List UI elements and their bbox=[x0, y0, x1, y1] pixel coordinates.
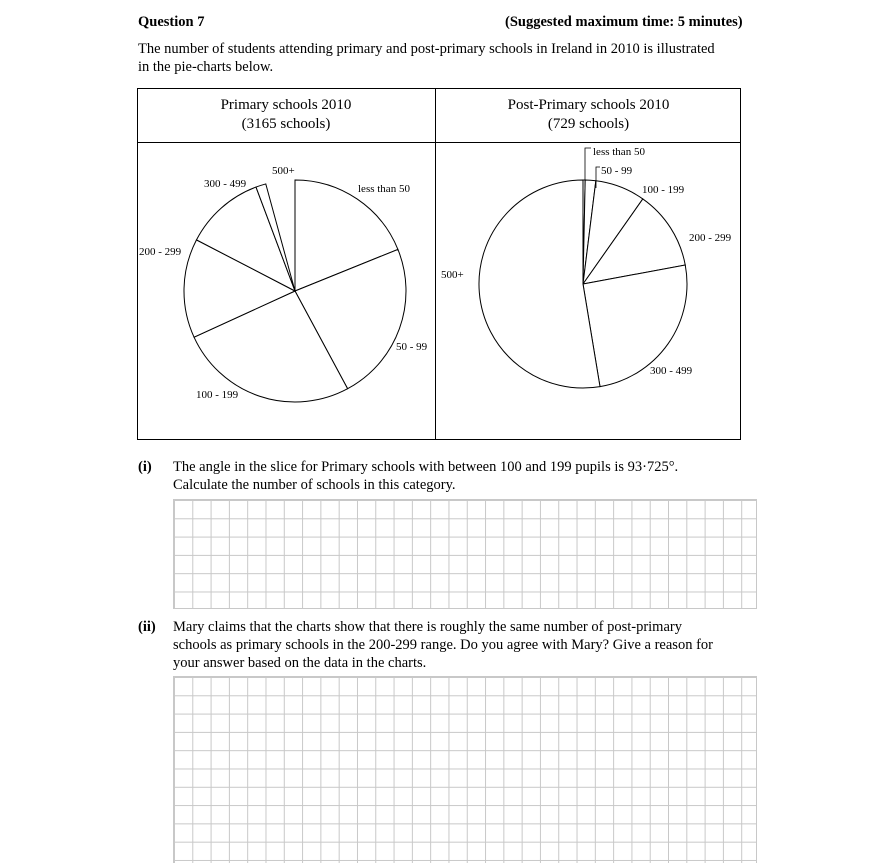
pie-slice-500- bbox=[479, 180, 600, 388]
pie-label: 500+ bbox=[441, 269, 464, 281]
part-i-line-2: Calculate the number of schools in this category. bbox=[173, 477, 456, 493]
question-number: Question 7 bbox=[138, 14, 205, 30]
answer-grid-ii[interactable] bbox=[173, 676, 757, 863]
pie-label: 500+ bbox=[272, 165, 295, 177]
primary-chart-subtitle: (3165 schools) bbox=[241, 116, 331, 132]
pie-label: 100 - 199 bbox=[196, 389, 239, 401]
primary-pie bbox=[139, 165, 428, 402]
intro-line-1: The number of students attending primary and post-primary schools in Ireland in 2010 is illustrated bbox=[138, 41, 715, 57]
part-i-line-1: The angle in the slice for Primary schools with between 100 and 199 pupils is 93·725°. bbox=[173, 459, 679, 475]
pie-label: 100 - 199 bbox=[642, 184, 685, 196]
primary-chart-title: Primary schools 2010 bbox=[220, 97, 352, 113]
postprimary-pie bbox=[441, 146, 732, 388]
postprimary-chart-title: Post-Primary schools 2010 bbox=[507, 97, 670, 113]
part-ii-label: (ii) bbox=[138, 619, 156, 635]
pie-label: 200 - 299 bbox=[689, 232, 732, 244]
suggested-time: (Suggested maximum time: 5 minutes) bbox=[505, 14, 743, 30]
part-ii-line-2: schools as primary schools in the 200-299 range. Do you agree with Mary? Give a reason for bbox=[173, 637, 713, 653]
answer-grid-i[interactable] bbox=[173, 499, 757, 609]
part-i-label: (i) bbox=[138, 459, 152, 475]
pie-label: 200 - 299 bbox=[139, 246, 182, 258]
pie-label: 50 - 99 bbox=[601, 165, 633, 177]
part-ii-line-1: Mary claims that the charts show that there is roughly the same number of post-primary bbox=[173, 619, 682, 635]
pie-label: 300 - 499 bbox=[650, 365, 693, 377]
pie-label: 300 - 499 bbox=[204, 178, 247, 190]
postprimary-chart-subtitle: (729 schools) bbox=[547, 116, 630, 132]
pie-label: 50 - 99 bbox=[396, 341, 428, 353]
label-leader-line bbox=[585, 148, 591, 180]
pie-label: less than 50 bbox=[593, 146, 645, 158]
pie-label: less than 50 bbox=[358, 183, 410, 195]
intro-line-2: in the pie-charts below. bbox=[138, 59, 274, 75]
part-ii-line-3: your answer based on the data in the charts. bbox=[173, 655, 427, 671]
